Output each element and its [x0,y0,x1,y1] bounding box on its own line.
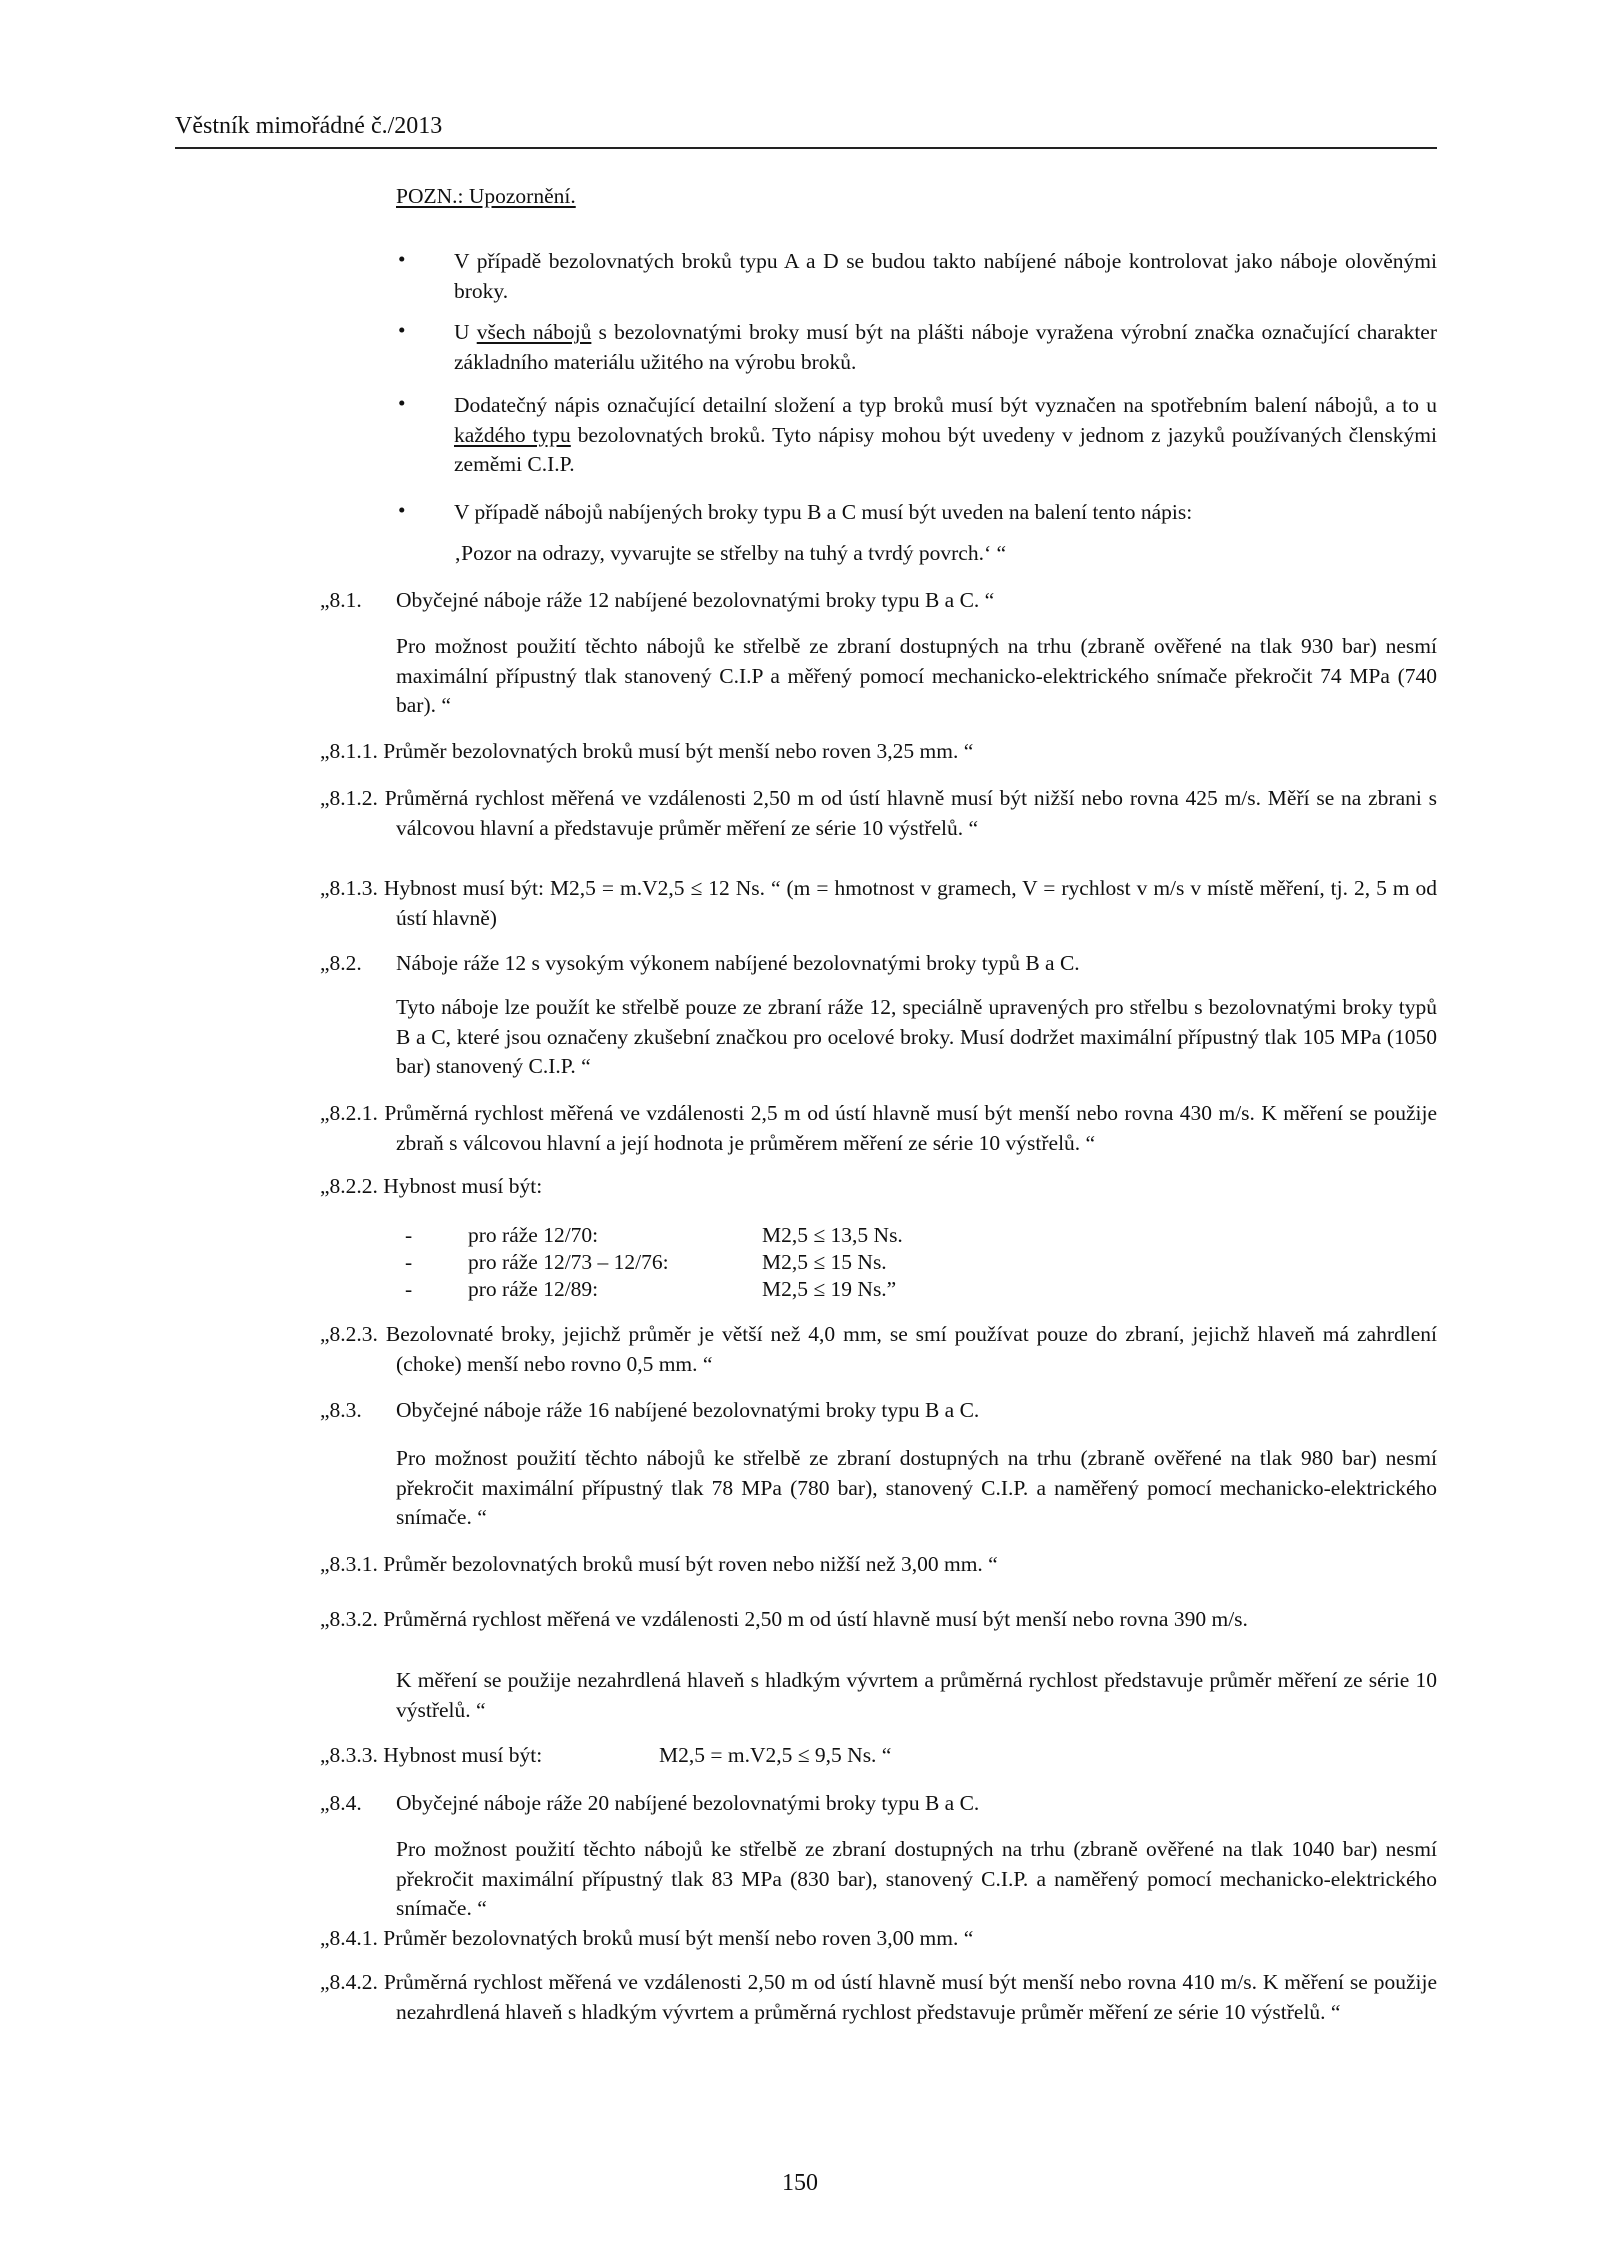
underlined-text: každého typu [454,422,571,447]
text-part: U [454,320,477,344]
bullet-icon: • [398,391,406,415]
section-8-3 [320,1396,1437,1426]
bullet-item [396,391,1437,480]
section-text: Hybnost musí být: [377,1743,543,1767]
section-8-4-1 [320,1924,1437,1954]
text-part: Dodatečný nápis označující detailní složení a typ broků musí být vyznačen na spotřebním balení nábojů, a to u [454,393,1437,417]
note-title-text: POZN.: Upozornění. [396,184,576,208]
section-number: „8.2.1. [320,1101,378,1125]
section-text: Obyčejné náboje ráže 12 nabíjené bezolovnatými broky typu B a C. “ [396,588,995,612]
section-text: Hybnost musí být: [377,1174,543,1198]
section-text: Průměrná rychlost měřená ve vzdálenosti 2,5 m od ústí hlavně musí být menší nebo rovna 430 m/s. K měření se použije zbraň s válcovou hlavní a její hodnota je průměrem měření ze série 10 výstřelů. “ [377,1101,1437,1155]
bullet-item [396,318,1437,377]
section-number: „8.2.2. [320,1174,378,1198]
row-dash: - [405,1250,413,1274]
section-number: „8.2.3. [320,1322,378,1346]
warning-quote: ‚Pozor na odrazy, vyvarujte se střelby na tuhý a tvrdý povrch.‘ “ [454,541,1007,565]
row-value: M2,5 ≤ 13,5 Ns. [762,1223,903,1247]
section-8-3-paragraph: Pro možnost použití těchto nábojů ke střelbě ze zbraní dostupných na trhu (zbraně ověřené na tlak 980 bar) nesmí překročit maximální přípustný tlak 78 MPa (780 bar), stanovený C.I.P. a naměřený pomocí mechanicko-elektrického snímače. “ [396,1446,1437,1529]
section-number: „8.4.2. [320,1970,378,1994]
row-value: M2,5 ≤ 19 Ns.” [762,1277,897,1301]
underlined-text: všech nábojů [476,320,592,344]
section-text: Průměrná rychlost měřená ve vzdálenosti 2,50 m od ústí hlavně musí být menší nebo rovna 390 m/s. [377,1607,1248,1631]
section-8-2-1 [320,1099,1437,1158]
note-title [396,184,576,209]
section-8-3-2-paragraph: K měření se použije nezahrdlená hlaveň s hladkým vývrtem a průměrná rychlost představuje průměr měření ze série 10 výstřelů. “ [396,1668,1437,1722]
section-8-1-3 [320,874,1437,933]
bullet-item [396,247,1437,306]
section-number: „8.1.1. [320,739,378,763]
section-number: „8.3.3. [320,1743,378,1767]
section-8-4 [320,1789,1437,1819]
bullet-text [454,391,1437,480]
section-number: „8.4. [320,1791,362,1815]
section-8-1 [320,586,1437,616]
section-number: „8.3. [320,1398,362,1422]
section-number: „8.1. [320,588,362,612]
text-part: bezolovnatých broků. Tyto nápisy mohou být uvedeny v jednom z jazyků používaných členskými zeměmi C.I.P. [454,422,1437,476]
section-8-1-2 [320,784,1437,843]
section-text: Obyčejné náboje ráže 20 nabíjené bezolovnatými broky typu B a C. [396,1791,980,1815]
section-8-2 [320,949,1437,979]
bullet-icon: • [398,498,406,522]
row-dash: - [405,1277,413,1301]
section-text: Průměr bezolovnatých broků musí být roven nebo nižší než 3,00 mm. “ [377,1552,998,1576]
section-text: Bezolovnaté broky, jejichž průměr je větší než 4,0 mm, se smí používat pouze do zbraní, jejichž hlaveň má zahrdlení (choke) menší nebo rovno 0,5 mm. “ [377,1322,1437,1376]
bullet-icon: • [398,247,406,271]
section-text: Průměr bezolovnatých broků musí být menší nebo roven 3,25 mm. “ [377,739,974,763]
bullet-text: V případě bezolovnatých broků typu A a D se budou takto nabíjené náboje kontrolovat jako náboje olověnými broky. [454,249,1437,303]
bullet-text: V případě nábojů nabíjených broky typu B a C musí být uveden na balení tento nápis: [454,500,1193,524]
section-number: „8.1.3. [320,876,378,900]
header-rule [175,147,1437,149]
section-8-3-1 [320,1550,1437,1580]
row-dash: - [405,1223,413,1247]
section-text: Průměr bezolovnatých broků musí být menší nebo roven 3,00 mm. “ [377,1926,974,1950]
row-caliber: pro ráže 12/89: [468,1277,599,1301]
section-8-2-paragraph: Tyto náboje lze použít ke střelbě pouze ze zbraní ráže 12, speciálně upravených pro střelbu s bezolovnatými broky typů B a C, které jsou označeny zkušební značkou pro ocelové broky. Musí dodržet maximální přípustný tlak 105 MPa (1050 bar) stanovený C.I.P. “ [396,995,1437,1078]
page-number: 150 [782,2170,818,2196]
section-number: „8.3.2. [320,1607,378,1631]
section-8-1-1 [320,737,1437,767]
section-text: Náboje ráže 12 s vysokým výkonem nabíjené bezolovnatými broky typů B a C. [396,951,1080,975]
section-text: Obyčejné náboje ráže 16 nabíjené bezolovnatými broky typu B a C. [396,1398,980,1422]
row-caliber: pro ráže 12/70: [468,1223,599,1247]
section-number: „8.2. [320,951,362,975]
bullet-icon: • [398,318,406,342]
section-8-3-3-value: M2,5 = m.V2,5 ≤ 9,5 Ns. “ [659,1743,892,1767]
journal-header: Věstník mimořádné č./2013 [175,113,443,139]
section-8-2-3 [320,1320,1437,1379]
section-text: Hybnost musí být: M2,5 = m.V2,5 ≤ 12 Ns. “ (m = hmotnost v gramech, V = rychlost v m/s v místě měření, tj. 2, 5 m od ústí hlavně) [377,876,1437,930]
section-8-4-2 [320,1968,1437,2027]
text-part: s bezolovnatými broky musí být na plášti náboje vyražena výrobní značka označující charakter základního materiálu užitého na výrobu broků. [454,320,1437,374]
section-text: Průměrná rychlost měřená ve vzdálenosti 2,50 m od ústí hlavně musí být nižší nebo rovna 425 m/s. Měří se na zbrani s válcovou hlavní a představuje průměr měření ze série 10 výstřelů. “ [377,786,1437,840]
section-8-3-2 [320,1605,1437,1635]
section-number: „8.1.2. [320,786,378,810]
section-8-2-2 [320,1172,1437,1202]
section-number: „8.3.1. [320,1552,378,1576]
row-value: M2,5 ≤ 15 Ns. [762,1250,887,1274]
section-number: „8.4.1. [320,1926,378,1950]
section-text: Průměrná rychlost měřená ve vzdálenosti 2,50 m od ústí hlavně musí být menší nebo rovna 410 m/s. K měření se použije nezahrdlená hlaveň s hladkým vývrtem a průměrná rychlost představuje průměr měření ze série 10 výstřelů. “ [377,1970,1437,2024]
section-8-4-paragraph: Pro možnost použití těchto nábojů ke střelbě ze zbraní dostupných na trhu (zbraně ověřené na tlak 1040 bar) nesmí překročit maximální přípustný tlak 83 MPa (830 bar), stanovený C.I.P. a naměřený pomocí mechanicko-elektrického snímače. “ [396,1837,1437,1920]
row-caliber: pro ráže 12/73 – 12/76: [468,1250,669,1274]
section-8-1-paragraph: Pro možnost použití těchto nábojů ke střelbě ze zbraní dostupných na trhu (zbraně ověřené na tlak 930 bar) nesmí maximální přípustný tlak stanovený C.I.P a měřený pomocí mechanicko-elektrického snímače překročit 74 MPa (740 bar). “ [396,634,1437,717]
bullet-item [396,498,1437,528]
bullet-text [454,318,1437,377]
